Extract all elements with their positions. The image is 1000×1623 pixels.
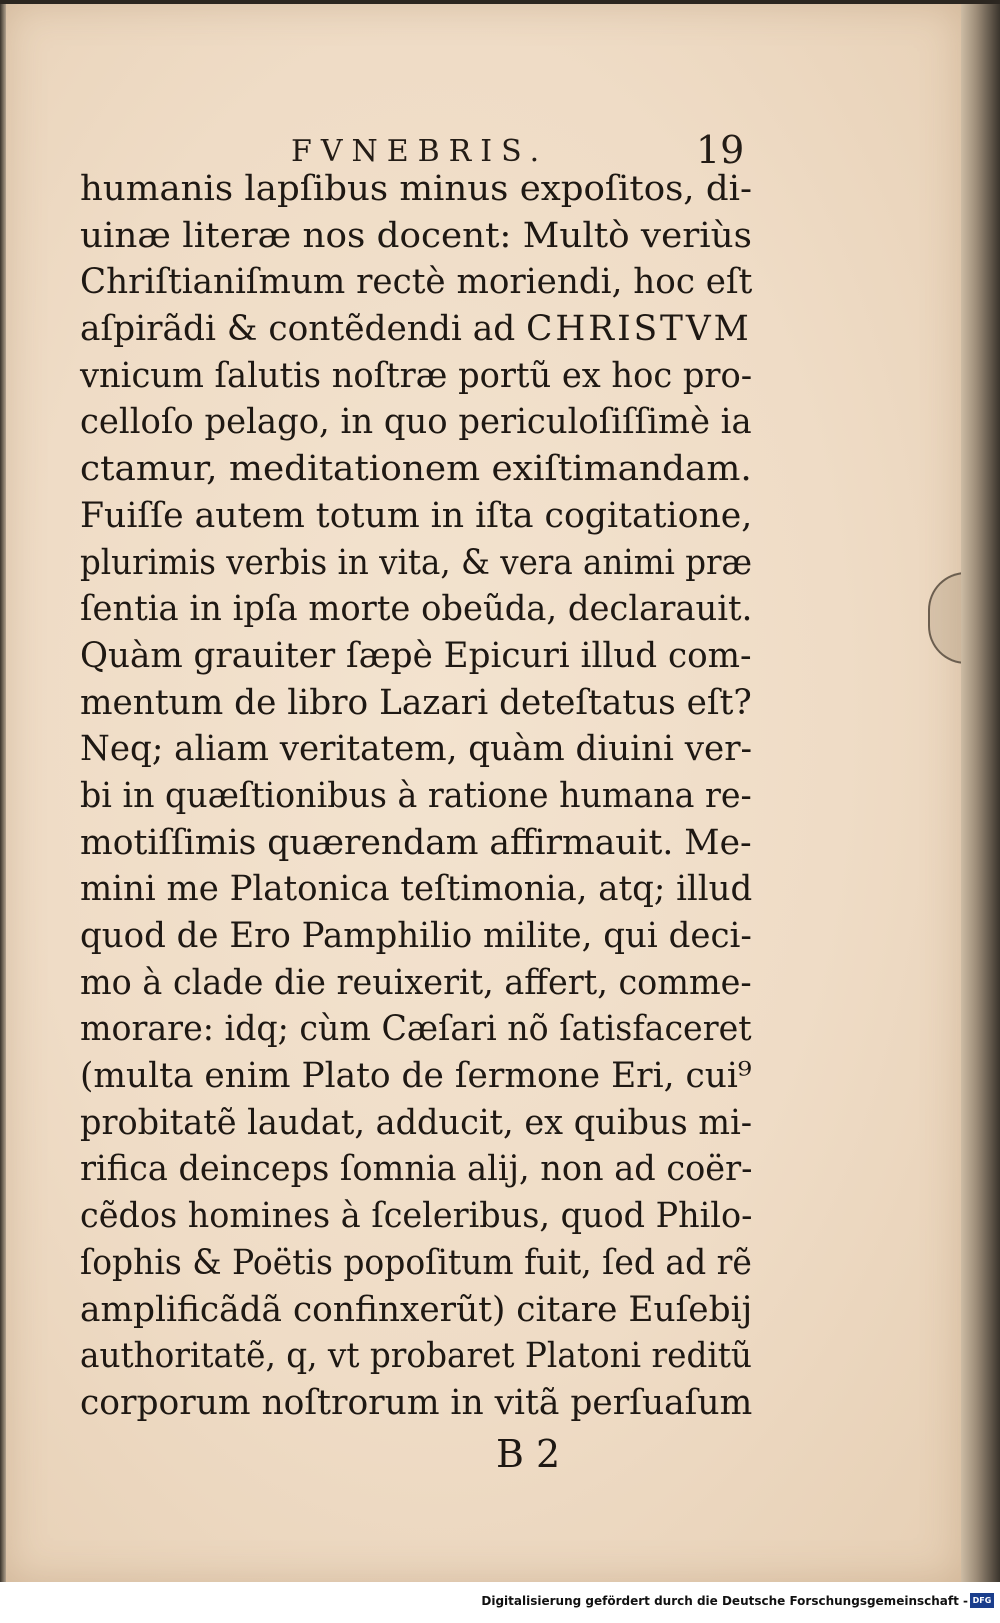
funding-credit: Digitalisierung gefördert durch die Deutsche Forschungsgemeinschaft - [481,1594,968,1608]
text-line-19: morare: idq; cùm Cæſari nõ ſatisfaceret [80,1009,752,1050]
text-line-20: (multa enim Plato de ſermone Eri, cui⁹ [80,1056,752,1097]
text-line-27: corporum noſtrorum in vitã perſuaſum [80,1382,753,1423]
body-text [80,166,753,1427]
text-line-8: Fuiſſe autem totum in iſta cogitatione, [80,495,753,536]
text-line-22: rifica deinceps ſomnia alij, non ad coër- [80,1149,753,1190]
text-line-7: ctamur, meditationem exiſtimandam. [80,449,752,490]
text-line-5: vnicum ſalutis noſtræ portũ ex hoc pro- [80,355,753,396]
footer-bar [0,1582,1000,1623]
page-right-edge [961,4,1000,1582]
running-title: FVNEBRIS. [291,134,549,169]
text-line-3: Chriſtianiſmum rectè moriendi, hoc eſt [80,262,753,303]
signature-mark: B 2 [496,1432,561,1476]
text-line-2: uinæ literæ nos docent: Multò veriùs [80,215,752,256]
text-line-24: ſophis & Poëtis popoſitum fuit, ſed ad rẽ [80,1242,752,1283]
text-line-25: amplificãdã confinxerũt) citare Euſebij [80,1289,753,1330]
text-line-16: mini me Platonica teſtimonia, atq; illud [80,869,753,910]
text-line-11: Quàm grauiter ſæpè Epicuri illud com- [80,635,752,676]
text-line-12: mentum de libro Lazari deteſtatus eſt? [80,682,752,723]
text-line-4 [80,306,752,353]
text-line-4-start: aſpirãdi & contẽdendi ad [80,309,516,350]
text-line-13: Neq; aliam veritatem, quàm diuini ver- [80,729,753,770]
page-number: 19 [696,128,745,172]
book-page [6,4,964,1582]
text-line-18: mo à clade die reuixerit, affert, comme- [80,962,752,1003]
dfg-logo: DFG [970,1593,994,1608]
text-line-23: cẽdos homines à ſceleribus, quod Philo- [80,1196,753,1237]
text-line-15: motiſſimis quærendam affirmauit. Me- [80,822,752,863]
text-line-14: bi in quæſtionibus à ratione humana re- [80,775,752,816]
text-line-6: celloſo pelago, in quo periculoſiſſimè ia [80,402,752,443]
text-line-10: ſentia in ipſa morte obeũda, declarauit. [80,589,753,630]
text-line-26: authoritatẽ, q, vt probaret Platoni reditũ [80,1336,752,1377]
text-line-21: probitatẽ laudat, adducit, ex quibus mi- [80,1102,753,1143]
text-line-1: humanis lapſibus minus expoſitos, di- [80,169,753,209]
text-line-9: plurimis verbis in vita, & vera animi præ [80,542,753,583]
text-line-17: quod de Ero Pamphilio milite, qui deci- [80,916,752,956]
small-caps-christvm: CHRISTVM [526,309,752,350]
